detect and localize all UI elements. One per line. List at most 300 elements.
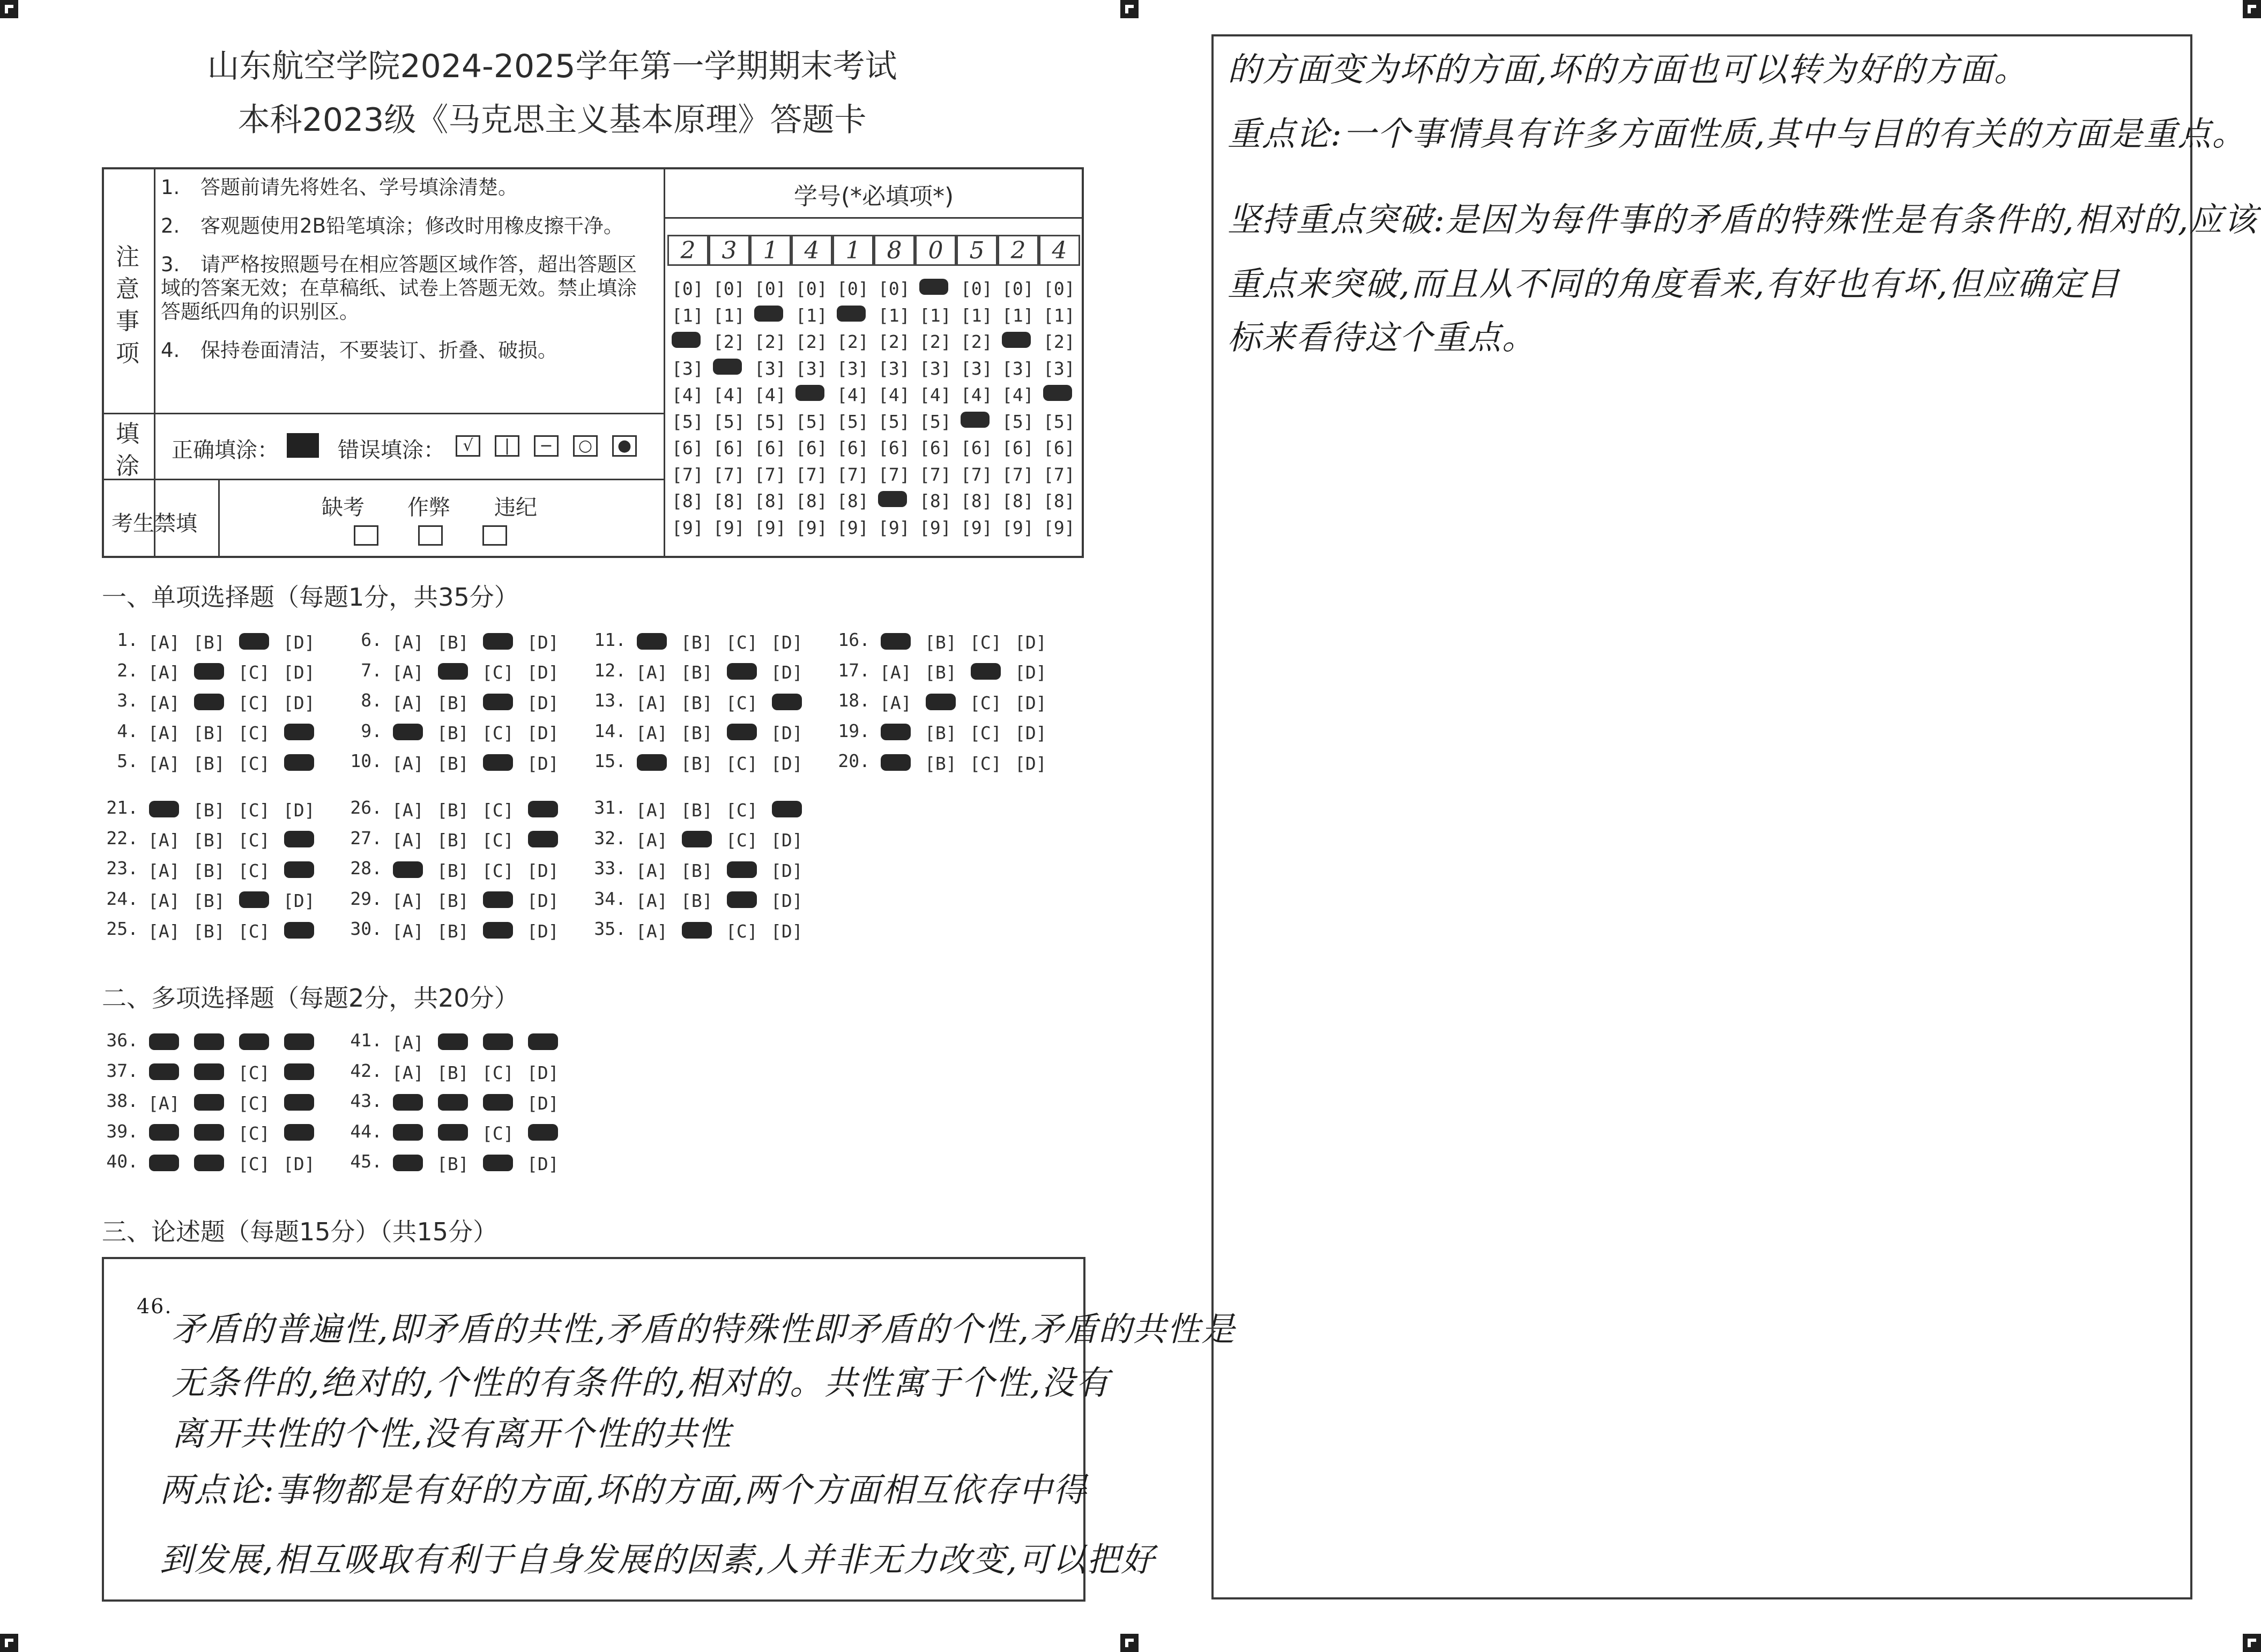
option-a-filled[interactable]: [148, 1062, 193, 1081]
option-d-filled[interactable]: [527, 800, 572, 818]
option-d[interactable]: [D]: [283, 662, 315, 683]
option-b[interactable]: [B]: [437, 631, 469, 653]
student-id-bubble[interactable]: [7]: [878, 464, 910, 485]
absent-checkbox[interactable]: [354, 525, 378, 546]
student-id-bubble[interactable]: [4]: [1002, 384, 1034, 406]
option-d-filled[interactable]: [283, 753, 328, 771]
notice-item: 3. 请严格按照题号在相应答题区域作答，超出答题区域的答案无效；在草稿纸、试卷上答题无效。禁止填涂答题纸四角的识别区。: [161, 253, 637, 323]
student-id-bubble[interactable]: [8]: [672, 490, 704, 512]
student-id-bubble[interactable]: [7]: [961, 464, 993, 485]
student-id-bubble[interactable]: [0]: [795, 278, 828, 300]
option-c[interactable]: [C]: [238, 1153, 270, 1174]
student-id-bubble[interactable]: [5]: [795, 411, 828, 432]
student-id-bubble[interactable]: [5]: [672, 411, 704, 432]
option-b[interactable]: [B]: [437, 860, 469, 881]
student-id-bubble[interactable]: [6]: [754, 437, 786, 459]
option-c[interactable]: [C]: [970, 631, 1002, 653]
student-id-bubble-filled[interactable]: [672, 331, 713, 352]
student-id-bubble-filled[interactable]: [878, 490, 919, 511]
student-id-bubble[interactable]: [9]: [1043, 517, 1075, 538]
student-id-bubble-filled[interactable]: [713, 358, 754, 379]
option-c[interactable]: [C]: [482, 723, 514, 743]
corner-mark-bottom-left: [0, 1634, 18, 1652]
option-b[interactable]: [B]: [925, 753, 957, 774]
option-a[interactable]: [A]: [636, 890, 668, 911]
option-b[interactable]: [B]: [193, 799, 225, 821]
student-id-bubble[interactable]: [0]: [961, 278, 993, 300]
option-a[interactable]: [A]: [392, 692, 424, 713]
student-id-bubble[interactable]: [0]: [672, 278, 704, 300]
option-d[interactable]: [D]: [1015, 723, 1047, 743]
student-id-bubble[interactable]: [5]: [754, 411, 786, 432]
option-c[interactable]: [C]: [482, 1123, 514, 1144]
option-a[interactable]: [A]: [880, 662, 912, 683]
option-b[interactable]: [B]: [681, 860, 713, 881]
option-c[interactable]: [C]: [482, 799, 514, 821]
student-id-bubble[interactable]: [6]: [961, 437, 993, 459]
student-id-bubble[interactable]: [5]: [878, 411, 910, 432]
student-id-bubble[interactable]: [1]: [795, 304, 828, 326]
option-a[interactable]: [A]: [636, 692, 668, 713]
option-d-filled[interactable]: [527, 1032, 572, 1051]
option-c-filled[interactable]: [238, 1032, 283, 1051]
option-d[interactable]: [D]: [283, 631, 315, 653]
student-id-bubble-filled[interactable]: [1002, 331, 1043, 352]
option-c-filled[interactable]: [482, 632, 527, 650]
student-id-bubble-row: [672, 355, 1084, 382]
option-c-filled[interactable]: [482, 1032, 527, 1051]
student-id-bubble[interactable]: [9]: [961, 517, 993, 538]
option-c-filled[interactable]: [238, 632, 283, 650]
option-a[interactable]: [A]: [392, 830, 424, 851]
student-id-bubble[interactable]: [7]: [919, 464, 951, 485]
option-b[interactable]: [B]: [437, 753, 469, 774]
option-d[interactable]: [D]: [527, 1062, 559, 1083]
option-b-filled[interactable]: [437, 1123, 482, 1141]
option-b[interactable]: [B]: [681, 799, 713, 821]
option-b-filled[interactable]: [193, 1062, 238, 1081]
student-id-bubble[interactable]: [6]: [1002, 437, 1034, 459]
option-b[interactable]: [B]: [681, 723, 713, 743]
student-id-bubble[interactable]: [4]: [713, 384, 745, 406]
student-id-bubble[interactable]: [3]: [1043, 358, 1075, 379]
option-a[interactable]: [A]: [392, 920, 424, 942]
student-id-bubble[interactable]: [0]: [878, 278, 910, 300]
option-d[interactable]: [D]: [527, 692, 559, 713]
student-id-bubble[interactable]: [8]: [713, 490, 745, 512]
option-a[interactable]: [A]: [392, 631, 424, 653]
option-d[interactable]: [D]: [283, 890, 315, 911]
option-b[interactable]: [B]: [437, 692, 469, 713]
question-22: [102, 828, 328, 849]
option-d[interactable]: [D]: [527, 631, 559, 653]
option-d[interactable]: [D]: [1015, 662, 1047, 683]
student-id-bubble[interactable]: [1]: [1043, 304, 1075, 326]
option-a[interactable]: [A]: [148, 830, 180, 851]
option-c-filled[interactable]: [238, 890, 283, 909]
option-a-filled[interactable]: [148, 1123, 193, 1141]
option-c[interactable]: [C]: [238, 830, 270, 851]
option-b[interactable]: [B]: [193, 753, 225, 774]
option-a[interactable]: [A]: [148, 662, 180, 683]
option-b-filled[interactable]: [681, 830, 726, 848]
option-a[interactable]: [A]: [148, 631, 180, 653]
option-d[interactable]: [D]: [527, 1153, 559, 1174]
option-b[interactable]: [B]: [193, 830, 225, 851]
option-d[interactable]: [D]: [527, 753, 559, 774]
option-d-filled[interactable]: [527, 1123, 572, 1141]
option-b[interactable]: [B]: [437, 723, 469, 743]
option-d[interactable]: [D]: [771, 860, 803, 881]
option-a-filled[interactable]: [636, 632, 681, 650]
option-d[interactable]: [D]: [527, 1092, 559, 1114]
student-id-bubble[interactable]: [5]: [919, 411, 951, 432]
option-d-filled[interactable]: [283, 1093, 328, 1111]
option-a[interactable]: [A]: [636, 830, 668, 851]
student-id-bubble[interactable]: [8]: [1043, 490, 1075, 512]
option-b-filled[interactable]: [193, 693, 238, 711]
option-d[interactable]: [D]: [771, 723, 803, 743]
question-44: [346, 1121, 572, 1142]
student-id-bubble[interactable]: [7]: [795, 464, 828, 485]
student-id-bubble[interactable]: [1]: [878, 304, 910, 326]
option-d[interactable]: [D]: [771, 631, 803, 653]
option-b[interactable]: [B]: [193, 890, 225, 911]
option-c[interactable]: [C]: [482, 1062, 514, 1083]
student-id-bubble[interactable]: [2]: [754, 331, 786, 353]
option-d[interactable]: [D]: [527, 723, 559, 743]
option-c-filled[interactable]: [482, 1093, 527, 1111]
option-d[interactable]: [D]: [527, 920, 559, 942]
student-id-bubble[interactable]: [3]: [1002, 358, 1034, 379]
student-id-bubble[interactable]: [1]: [672, 304, 704, 326]
student-id-bubble[interactable]: [4]: [837, 384, 869, 406]
option-a[interactable]: [A]: [392, 799, 424, 821]
student-id-bubble[interactable]: [7]: [1002, 464, 1034, 485]
option-b[interactable]: [B]: [925, 723, 957, 743]
option-a-filled[interactable]: [392, 1123, 437, 1141]
student-id-bubble[interactable]: [8]: [795, 490, 828, 512]
student-id-bubble[interactable]: [3]: [672, 358, 704, 379]
option-d-filled[interactable]: [283, 1032, 328, 1051]
option-c-filled[interactable]: [482, 1154, 527, 1172]
student-id-bubble[interactable]: [2]: [1043, 331, 1075, 353]
option-d[interactable]: [D]: [1015, 692, 1047, 713]
student-id-bubble[interactable]: [3]: [878, 358, 910, 379]
wrong-fill-label: 错误填涂：: [338, 438, 445, 463]
student-id-bubble-filled[interactable]: [795, 384, 837, 405]
option-a-filled[interactable]: [636, 753, 681, 771]
option-b[interactable]: [B]: [437, 1153, 469, 1174]
essay-answer-line: 两点论:事物都是有好的方面,坏的方面,两个方面相互依存中得: [160, 1470, 1088, 1509]
option-b[interactable]: [B]: [681, 662, 713, 683]
student-id-bubble[interactable]: [2]: [878, 331, 910, 353]
option-c[interactable]: [C]: [726, 799, 758, 821]
option-b[interactable]: [B]: [437, 1062, 469, 1083]
option-b[interactable]: [B]: [681, 890, 713, 911]
student-id-bubble-filled[interactable]: [919, 278, 961, 299]
student-id-bubble[interactable]: [0]: [1043, 278, 1075, 300]
option-c[interactable]: [C]: [726, 920, 758, 942]
option-a[interactable]: [A]: [392, 1062, 424, 1083]
option-a-filled[interactable]: [392, 860, 437, 879]
option-a-filled[interactable]: [148, 1032, 193, 1051]
option-b[interactable]: [B]: [193, 860, 225, 881]
option-d-filled[interactable]: [283, 921, 328, 939]
option-d[interactable]: [D]: [771, 890, 803, 911]
question-number: 12.: [594, 659, 626, 681]
student-id-bubble[interactable]: [0]: [754, 278, 786, 300]
option-b[interactable]: [B]: [437, 830, 469, 851]
option-a[interactable]: [A]: [148, 723, 180, 743]
student-id-bubble[interactable]: [9]: [754, 517, 786, 538]
student-id-bubble[interactable]: [2]: [961, 331, 993, 353]
question-number: 14.: [594, 720, 626, 741]
option-c[interactable]: [C]: [238, 692, 270, 713]
option-b-filled[interactable]: [193, 1154, 238, 1172]
student-id-bubble[interactable]: [6]: [878, 437, 910, 459]
student-id-bubble[interactable]: [1]: [1002, 304, 1034, 326]
student-id-bubble[interactable]: [7]: [754, 464, 786, 485]
option-c[interactable]: [C]: [482, 662, 514, 683]
student-id-bubble[interactable]: [0]: [1002, 278, 1034, 300]
option-c-filled[interactable]: [726, 662, 771, 680]
student-id-bubble[interactable]: [1]: [961, 304, 993, 326]
option-b-filled[interactable]: [193, 1093, 238, 1111]
student-id-bubble[interactable]: [1]: [713, 304, 745, 326]
student-id-bubble-filled[interactable]: [961, 411, 1002, 432]
option-b[interactable]: [B]: [681, 631, 713, 653]
student-id-bubble[interactable]: [2]: [919, 331, 951, 353]
option-d-filled[interactable]: [283, 1123, 328, 1141]
student-id-bubble[interactable]: [9]: [1002, 517, 1034, 538]
student-id-bubble[interactable]: [3]: [837, 358, 869, 379]
student-id-bubble[interactable]: [6]: [672, 437, 704, 459]
option-a[interactable]: [A]: [392, 1032, 424, 1053]
option-a-filled[interactable]: [880, 753, 925, 771]
option-a-filled[interactable]: [392, 1154, 437, 1172]
student-id-bubble-filled[interactable]: [754, 305, 795, 326]
wrong-fill-example: ○: [573, 435, 598, 457]
option-c-filled[interactable]: [482, 753, 527, 771]
option-a[interactable]: [A]: [148, 860, 180, 881]
student-id-bubble[interactable]: [4]: [754, 384, 786, 406]
option-c[interactable]: [C]: [970, 723, 1002, 743]
student-id-bubble[interactable]: [4]: [961, 384, 993, 406]
option-a-filled[interactable]: [148, 800, 193, 818]
option-d[interactable]: [D]: [1015, 753, 1047, 774]
option-c[interactable]: [C]: [238, 799, 270, 821]
option-a[interactable]: [A]: [392, 662, 424, 683]
option-b[interactable]: [B]: [437, 890, 469, 911]
student-id-bubble[interactable]: [6]: [795, 437, 828, 459]
student-id-bubble[interactable]: [9]: [919, 517, 951, 538]
option-d[interactable]: [D]: [527, 662, 559, 683]
student-id-bubble[interactable]: [3]: [795, 358, 828, 379]
option-d-filled[interactable]: [283, 830, 328, 848]
cheating-checkbox[interactable]: [418, 525, 443, 546]
student-id-bubble[interactable]: [9]: [795, 517, 828, 538]
student-id-bubble[interactable]: [6]: [837, 437, 869, 459]
option-a[interactable]: [A]: [148, 753, 180, 774]
student-id-bubble[interactable]: [3]: [754, 358, 786, 379]
option-c[interactable]: [C]: [970, 753, 1002, 774]
option-c[interactable]: [C]: [482, 860, 514, 881]
option-a[interactable]: [A]: [636, 662, 668, 683]
option-d[interactable]: [D]: [771, 830, 803, 851]
option-b-filled[interactable]: [193, 1123, 238, 1141]
option-b[interactable]: [B]: [193, 631, 225, 653]
option-a[interactable]: [A]: [148, 1092, 180, 1114]
option-c-filled[interactable]: [482, 890, 527, 909]
option-d[interactable]: [D]: [283, 1153, 315, 1174]
option-a-filled[interactable]: [880, 632, 925, 650]
student-id-bubble[interactable]: [0]: [713, 278, 745, 300]
option-b-filled[interactable]: [437, 662, 482, 680]
option-b[interactable]: [B]: [193, 723, 225, 743]
student-id-bubble[interactable]: [9]: [672, 517, 704, 538]
option-a[interactable]: [A]: [636, 799, 668, 821]
question-32: [590, 828, 816, 849]
option-c[interactable]: [C]: [726, 830, 758, 851]
option-d[interactable]: [D]: [527, 890, 559, 911]
option-c[interactable]: [C]: [726, 631, 758, 653]
option-d-filled[interactable]: [283, 723, 328, 741]
violation-checkbox[interactable]: [482, 525, 507, 546]
option-c[interactable]: [C]: [238, 1062, 270, 1083]
student-id-bubble[interactable]: [6]: [1043, 437, 1075, 459]
option-a[interactable]: [A]: [392, 890, 424, 911]
student-id-bubble[interactable]: [4]: [919, 384, 951, 406]
essay-answer-line: 重点论:一个事情具有许多方面性质,其中与目的有关的方面是重点。: [1228, 114, 2247, 153]
option-b-filled[interactable]: [193, 1032, 238, 1051]
option-a[interactable]: [A]: [148, 920, 180, 942]
option-c[interactable]: [C]: [238, 1092, 270, 1114]
student-id-bubble[interactable]: [5]: [713, 411, 745, 432]
option-a-filled[interactable]: [148, 1154, 193, 1172]
option-b[interactable]: [B]: [925, 662, 957, 683]
option-a-filled[interactable]: [392, 1093, 437, 1111]
student-id-bubble-filled[interactable]: [1043, 384, 1084, 405]
student-id-bubble[interactable]: [7]: [1043, 464, 1075, 485]
option-d-filled[interactable]: [771, 800, 816, 818]
student-id-bubble[interactable]: [5]: [837, 411, 869, 432]
option-b[interactable]: [B]: [681, 692, 713, 713]
student-id-bubble[interactable]: [6]: [713, 437, 745, 459]
student-id-bubble[interactable]: [3]: [919, 358, 951, 379]
student-id-bubble[interactable]: [0]: [837, 278, 869, 300]
option-c-filled[interactable]: [970, 662, 1015, 680]
forbidden-label: 考生禁填: [111, 511, 197, 536]
option-c[interactable]: [C]: [238, 662, 270, 683]
option-d-filled[interactable]: [283, 1062, 328, 1081]
option-d[interactable]: [D]: [283, 692, 315, 713]
student-id-bubble[interactable]: [8]: [754, 490, 786, 512]
student-id-bubble[interactable]: [9]: [878, 517, 910, 538]
option-a[interactable]: [A]: [636, 920, 668, 942]
student-id-bubble[interactable]: [9]: [837, 517, 869, 538]
option-c[interactable]: [C]: [970, 692, 1002, 713]
option-b[interactable]: [B]: [437, 799, 469, 821]
student-id-bubble[interactable]: [7]: [672, 464, 704, 485]
option-b[interactable]: [B]: [925, 631, 957, 653]
option-d[interactable]: [D]: [1015, 631, 1047, 653]
option-c[interactable]: [C]: [238, 723, 270, 743]
student-id-bubble[interactable]: [7]: [713, 464, 745, 485]
student-id-bubble[interactable]: [3]: [961, 358, 993, 379]
option-c-filled[interactable]: [726, 723, 771, 741]
option-a[interactable]: [A]: [880, 692, 912, 713]
student-id-bubble[interactable]: [8]: [961, 490, 993, 512]
option-b-filled[interactable]: [193, 662, 238, 680]
option-d[interactable]: [D]: [771, 662, 803, 683]
option-b-filled[interactable]: [681, 921, 726, 939]
option-d-filled[interactable]: [283, 860, 328, 879]
option-d[interactable]: [D]: [771, 753, 803, 774]
option-d-filled[interactable]: [771, 693, 816, 711]
student-id-bubble[interactable]: [7]: [837, 464, 869, 485]
option-c-filled[interactable]: [482, 921, 527, 939]
option-a[interactable]: [A]: [392, 753, 424, 774]
student-id-bubble[interactable]: [2]: [795, 331, 828, 353]
option-a[interactable]: [A]: [636, 860, 668, 881]
option-c[interactable]: [C]: [238, 920, 270, 942]
option-d[interactable]: [D]: [527, 860, 559, 881]
question-number: 11.: [594, 629, 626, 650]
option-b-filled[interactable]: [437, 1032, 482, 1051]
student-id-bubble[interactable]: [6]: [919, 437, 951, 459]
student-id-bubble[interactable]: [4]: [672, 384, 704, 406]
option-a-filled[interactable]: [880, 723, 925, 741]
option-a[interactable]: [A]: [148, 890, 180, 911]
option-b[interactable]: [B]: [437, 920, 469, 942]
question-21: [102, 797, 328, 821]
question-number: 8.: [361, 690, 382, 711]
option-c[interactable]: [C]: [238, 860, 270, 881]
student-id-bubble[interactable]: [8]: [919, 490, 951, 512]
option-a[interactable]: [A]: [636, 723, 668, 743]
option-c[interactable]: [C]: [726, 753, 758, 774]
option-d[interactable]: [D]: [283, 799, 315, 821]
student-id-bubble[interactable]: [2]: [713, 331, 745, 353]
option-c[interactable]: [C]: [726, 692, 758, 713]
student-id-bubble[interactable]: [8]: [837, 490, 869, 512]
student-id-bubble[interactable]: [2]: [837, 331, 869, 353]
option-d-filled[interactable]: [527, 830, 572, 848]
option-d[interactable]: [D]: [771, 920, 803, 942]
student-id-bubble[interactable]: [5]: [1043, 411, 1075, 432]
student-id-bubble[interactable]: [5]: [1002, 411, 1034, 432]
student-id-bubble-filled[interactable]: [837, 305, 878, 326]
option-a[interactable]: [A]: [148, 692, 180, 713]
option-c[interactable]: [C]: [238, 753, 270, 774]
question-number: 6.: [361, 629, 382, 650]
option-b-filled[interactable]: [437, 1093, 482, 1111]
option-c-filled[interactable]: [726, 890, 771, 909]
option-b-filled[interactable]: [925, 693, 970, 711]
option-b[interactable]: [B]: [193, 920, 225, 942]
option-c[interactable]: [C]: [238, 1123, 270, 1144]
option-c-filled[interactable]: [726, 860, 771, 879]
option-b[interactable]: [B]: [681, 753, 713, 774]
option-c[interactable]: [C]: [482, 830, 514, 851]
student-id-bubble[interactable]: [8]: [1002, 490, 1034, 512]
student-id-bubble[interactable]: [1]: [919, 304, 951, 326]
option-c-filled[interactable]: [482, 693, 527, 711]
option-a-filled[interactable]: [392, 723, 437, 741]
student-id-bubble[interactable]: [4]: [878, 384, 910, 406]
student-id-bubble[interactable]: [9]: [713, 517, 745, 538]
